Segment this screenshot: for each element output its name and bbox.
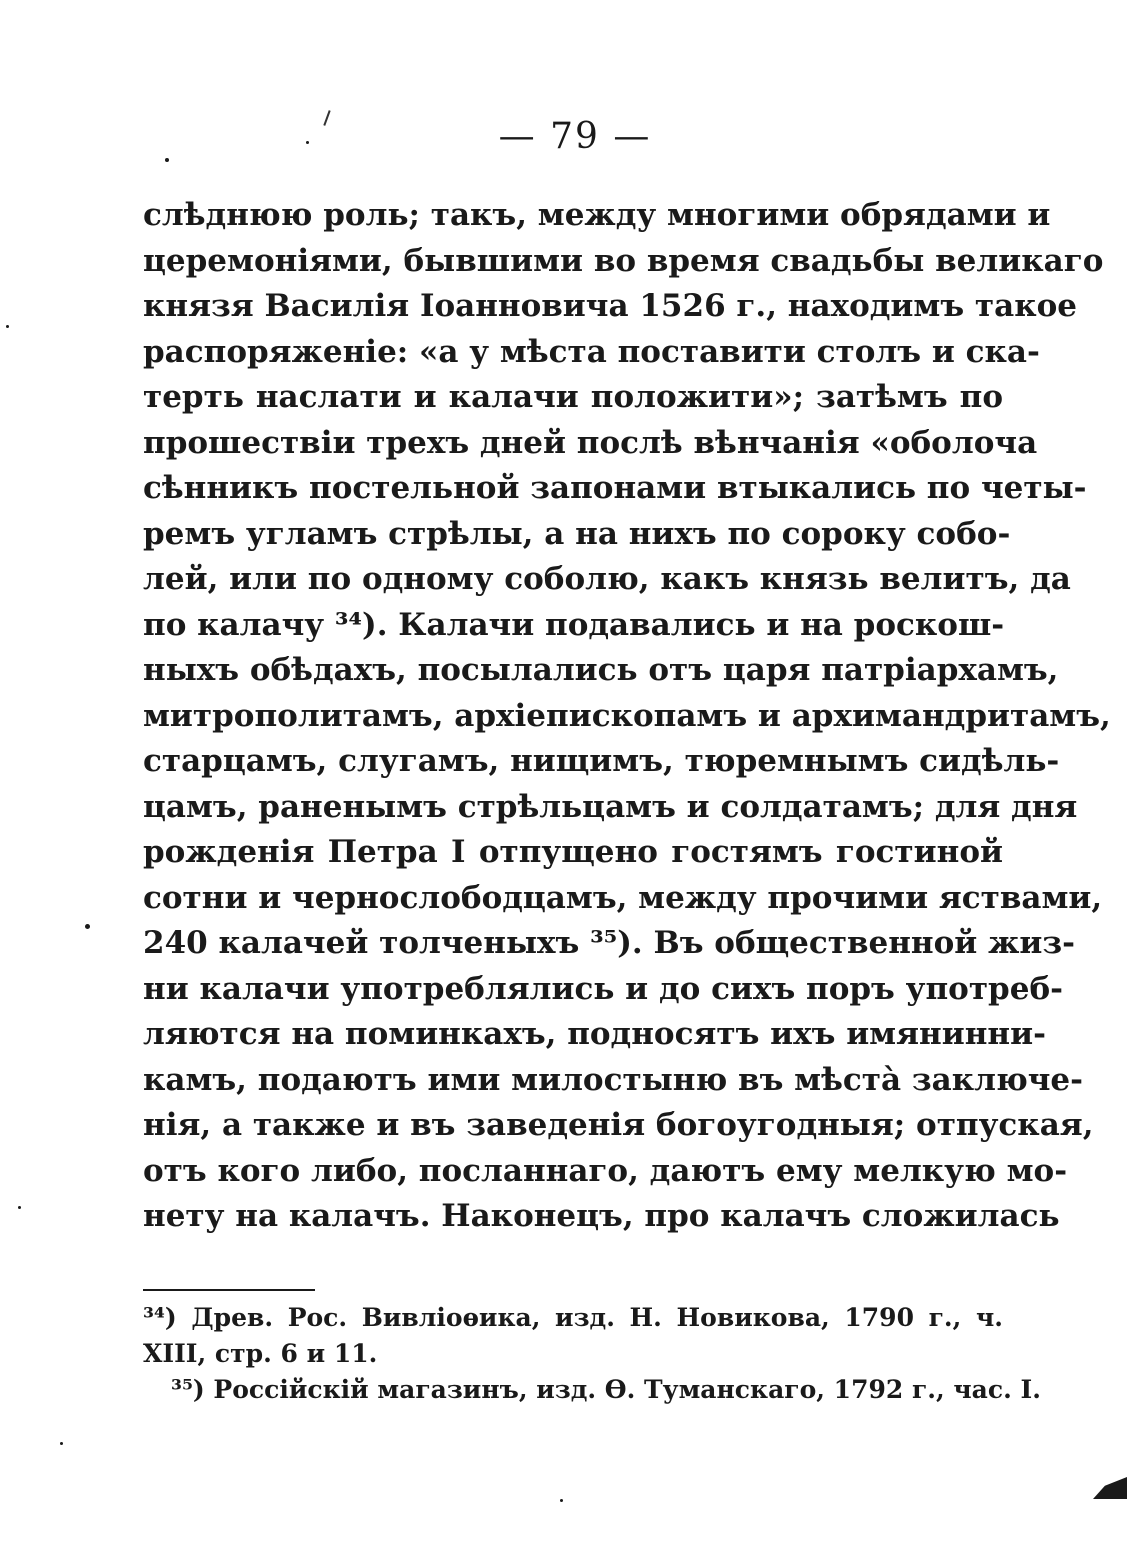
text-line: князя Василія Іоанновича 1526 г., находимъ такое <box>143 288 1077 324</box>
text-line: по калачу ³⁴). Калачи подавались и на роскош- <box>143 606 1005 643</box>
text-line: церемоніями, бывшими во время свадьбы великаго <box>143 242 1104 279</box>
page-number: — 79 — <box>498 116 652 157</box>
footnote-divider <box>143 1289 315 1291</box>
footnote-34: ³⁴) Древ. Рос. Вивліоѳика, изд. Н. Новикова, 1790 г., ч. <box>143 1303 1003 1332</box>
text-line: ни калачи употреблялись и до сихъ поръ употреб- <box>143 970 1063 1007</box>
footnote-34-continued: XIII, стр. 6 и 11. <box>143 1339 378 1368</box>
text-line: слѣднюю роль; такъ, между многими обрядами и <box>143 197 1051 233</box>
text-line: лей, или по одному соболю, какъ князь велитъ, да <box>143 561 1071 597</box>
text-line: нету на калачъ. Наконецъ, про калачъ сложилась <box>143 1198 1060 1234</box>
text-line: камъ, подаютъ ими милостыню въ мѣстà заключе- <box>143 1061 1084 1098</box>
footnotes <box>143 1300 1041 1408</box>
scan-speck <box>18 1206 21 1209</box>
text-line: нія, а также и въ заведенія богоугодныя; отпуская, <box>143 1107 1094 1143</box>
text-line: ляются на поминкахъ, подносятъ ихъ имянинни- <box>143 1016 1046 1052</box>
text-line: ремъ угламъ стрѣлы, а на нихъ по сороку собо- <box>143 515 1011 552</box>
body-text <box>143 193 1111 1240</box>
text-line: терть наслати и калачи положити»; затѣмъ по <box>143 379 1003 415</box>
scan-speck <box>85 924 90 929</box>
text-line: старцамъ, слугамъ, нищимъ, тюремнымъ сидѣль- <box>143 743 1060 779</box>
text-line: сотни и чернослободцамъ, между прочими яствами, <box>143 879 1103 916</box>
text-line: сѣнникъ постельной запонами втыкались по четы- <box>143 470 1087 506</box>
text-line: прошествіи трехъ дней послѣ вѣнчанія «оболоча <box>143 424 1038 461</box>
text-line: 240 калачей толченыхъ ³⁵). Въ общественной жиз- <box>143 925 1076 961</box>
text-line: митрополитамъ, архіепископамъ и архимандритамъ, <box>143 697 1111 734</box>
scan-speck <box>60 1442 63 1445</box>
scan-speck <box>560 1499 563 1502</box>
scan-speck <box>306 141 309 144</box>
text-line: цамъ, раненымъ стрѣльцамъ и солдатамъ; для дня <box>143 788 1078 825</box>
text-line: распоряженіе: «а у мѣста поставити столъ и ска- <box>143 333 1040 370</box>
text-line: рожденія Петра I отпущено гостямъ гостиной <box>143 834 1003 870</box>
scan-speck <box>6 325 9 328</box>
text-line: отъ кого либо, посланнаго, даютъ ему мелкую мо- <box>143 1152 1068 1189</box>
footnote-35: ³⁵) Россійскій магазинъ, изд. Ѳ. Туманскаго, 1792 г., час. I. <box>171 1375 1041 1404</box>
scan-blot <box>1093 1477 1127 1499</box>
text-line: ныхъ обѣдахъ, посылались отъ царя патріархамъ, <box>143 652 1059 688</box>
scan-speck <box>165 158 169 162</box>
